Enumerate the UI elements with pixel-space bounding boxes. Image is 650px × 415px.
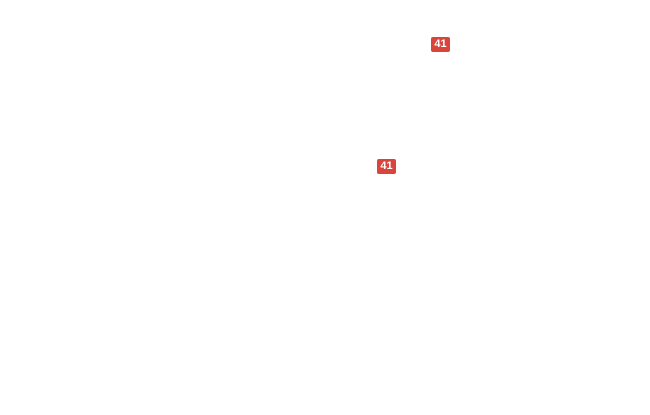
annotation-badge-1[interactable]	[431, 37, 450, 52]
annotation-badge-label: 41	[380, 160, 393, 172]
annotation-badge-label: 41	[434, 38, 447, 50]
annotation-badge-2[interactable]	[377, 159, 396, 174]
